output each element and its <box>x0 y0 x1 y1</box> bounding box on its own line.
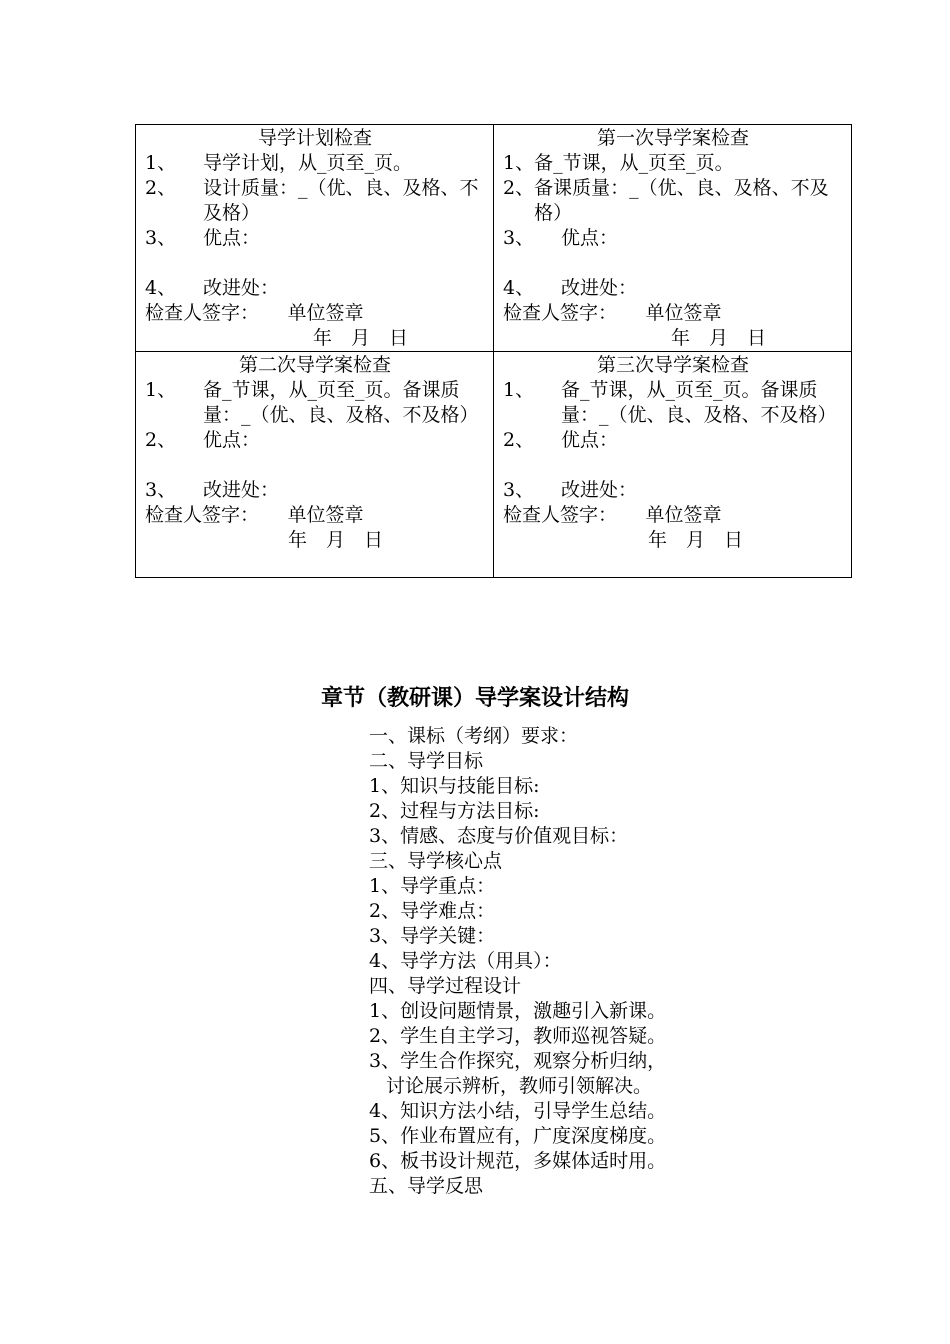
outline-line: 1、创设问题情景，激趣引入新课。 <box>369 1000 667 1022</box>
third-item-3: 3、 改进处： <box>503 479 638 501</box>
outline-line: 二、导学目标 <box>369 750 484 772</box>
plan-check-cell <box>136 125 494 352</box>
outline-line: 2、导学难点： <box>369 900 496 922</box>
second-item-3: 3、 改进处： <box>145 479 280 501</box>
outline-line: 三、导学核心点 <box>369 850 503 872</box>
inspection-table <box>135 124 852 578</box>
outline-line: 6、板书设计规范，多媒体适时用。 <box>369 1150 667 1172</box>
third-item-1: 1、 备_节课，从_页至_页。备课质量：_（优、良、及格、不及格） <box>503 379 837 426</box>
outline-line: 5、作业布置应有，广度深度梯度。 <box>369 1125 667 1147</box>
second-check-cell <box>136 352 494 578</box>
third-item-2: 2、 优点： <box>503 429 619 451</box>
outline-line: 四、导学过程设计 <box>369 975 522 997</box>
outline-line: 3、导学关键： <box>369 925 496 947</box>
second-item-1: 1、 备_节课，从_页至_页。备课质量：_（优、良、及格、不及格） <box>145 379 479 426</box>
plan-signature: 检查人签字： 单位签章 <box>145 302 364 324</box>
first-item-1: 1、 备_节课，从_页至_页。 <box>503 152 734 174</box>
first-check-title: 第一次导学案检查 <box>596 127 749 149</box>
third-check-cell <box>494 352 852 578</box>
outline-line: 1、导学重点： <box>369 875 496 897</box>
plan-item-2: 2、 设计质量：_（优、良、及格、不及格） <box>145 177 479 224</box>
outline-line: 3、情感、态度与价值观目标： <box>369 825 629 847</box>
design-outline <box>369 724 666 1199</box>
second-item-2: 2、 优点： <box>145 429 261 451</box>
first-signature: 检查人签字： 单位签章 <box>503 302 722 324</box>
outline-line: 2、过程与方法目标: <box>369 800 540 822</box>
first-item-4: 4、 改进处： <box>503 277 638 299</box>
plan-item-4: 4、 改进处： <box>145 277 280 299</box>
first-date: 年 月 日 <box>671 327 767 349</box>
third-signature: 检查人签字： 单位签章 <box>503 504 722 526</box>
first-item-2: 2、 备课质量：_（优、良、及格、不及格） <box>503 177 829 224</box>
plan-check-title: 导学计划检查 <box>257 127 372 149</box>
outline-line: 2、学生自主学习，教师巡视答疑。 <box>369 1025 667 1047</box>
outline-line: 讨论展示辨析，教师引领解决。 <box>386 1075 653 1097</box>
outline-line: 4、导学方法（用具）： <box>369 950 562 972</box>
outline-line: 3、学生合作探究，观察分析归纳， <box>369 1050 667 1072</box>
plan-date: 年 月 日 <box>313 327 409 349</box>
outline-line: 五、导学反思 <box>369 1175 484 1197</box>
outline-line: 1、知识与技能目标: <box>369 775 540 797</box>
doc-title: 章节（教研课）导学案设计结构 <box>320 686 629 711</box>
second-date: 年 月 日 <box>288 529 384 551</box>
second-signature: 检查人签字： 单位签章 <box>145 504 364 526</box>
second-check-title: 第二次导学案检查 <box>238 354 391 376</box>
plan-item-3: 3、 优点： <box>145 227 261 249</box>
outline-line: 一、课标（考纲）要求： <box>369 725 579 747</box>
third-date: 年 月 日 <box>648 529 744 551</box>
plan-item-1: 1、 导学计划，从_页至_页。 <box>145 152 413 174</box>
first-item-3: 3、 优点： <box>503 227 619 249</box>
outline-line: 4、知识方法小结，引导学生总结。 <box>369 1100 667 1122</box>
third-check-title: 第三次导学案检查 <box>596 354 749 376</box>
first-check-cell <box>494 125 852 352</box>
